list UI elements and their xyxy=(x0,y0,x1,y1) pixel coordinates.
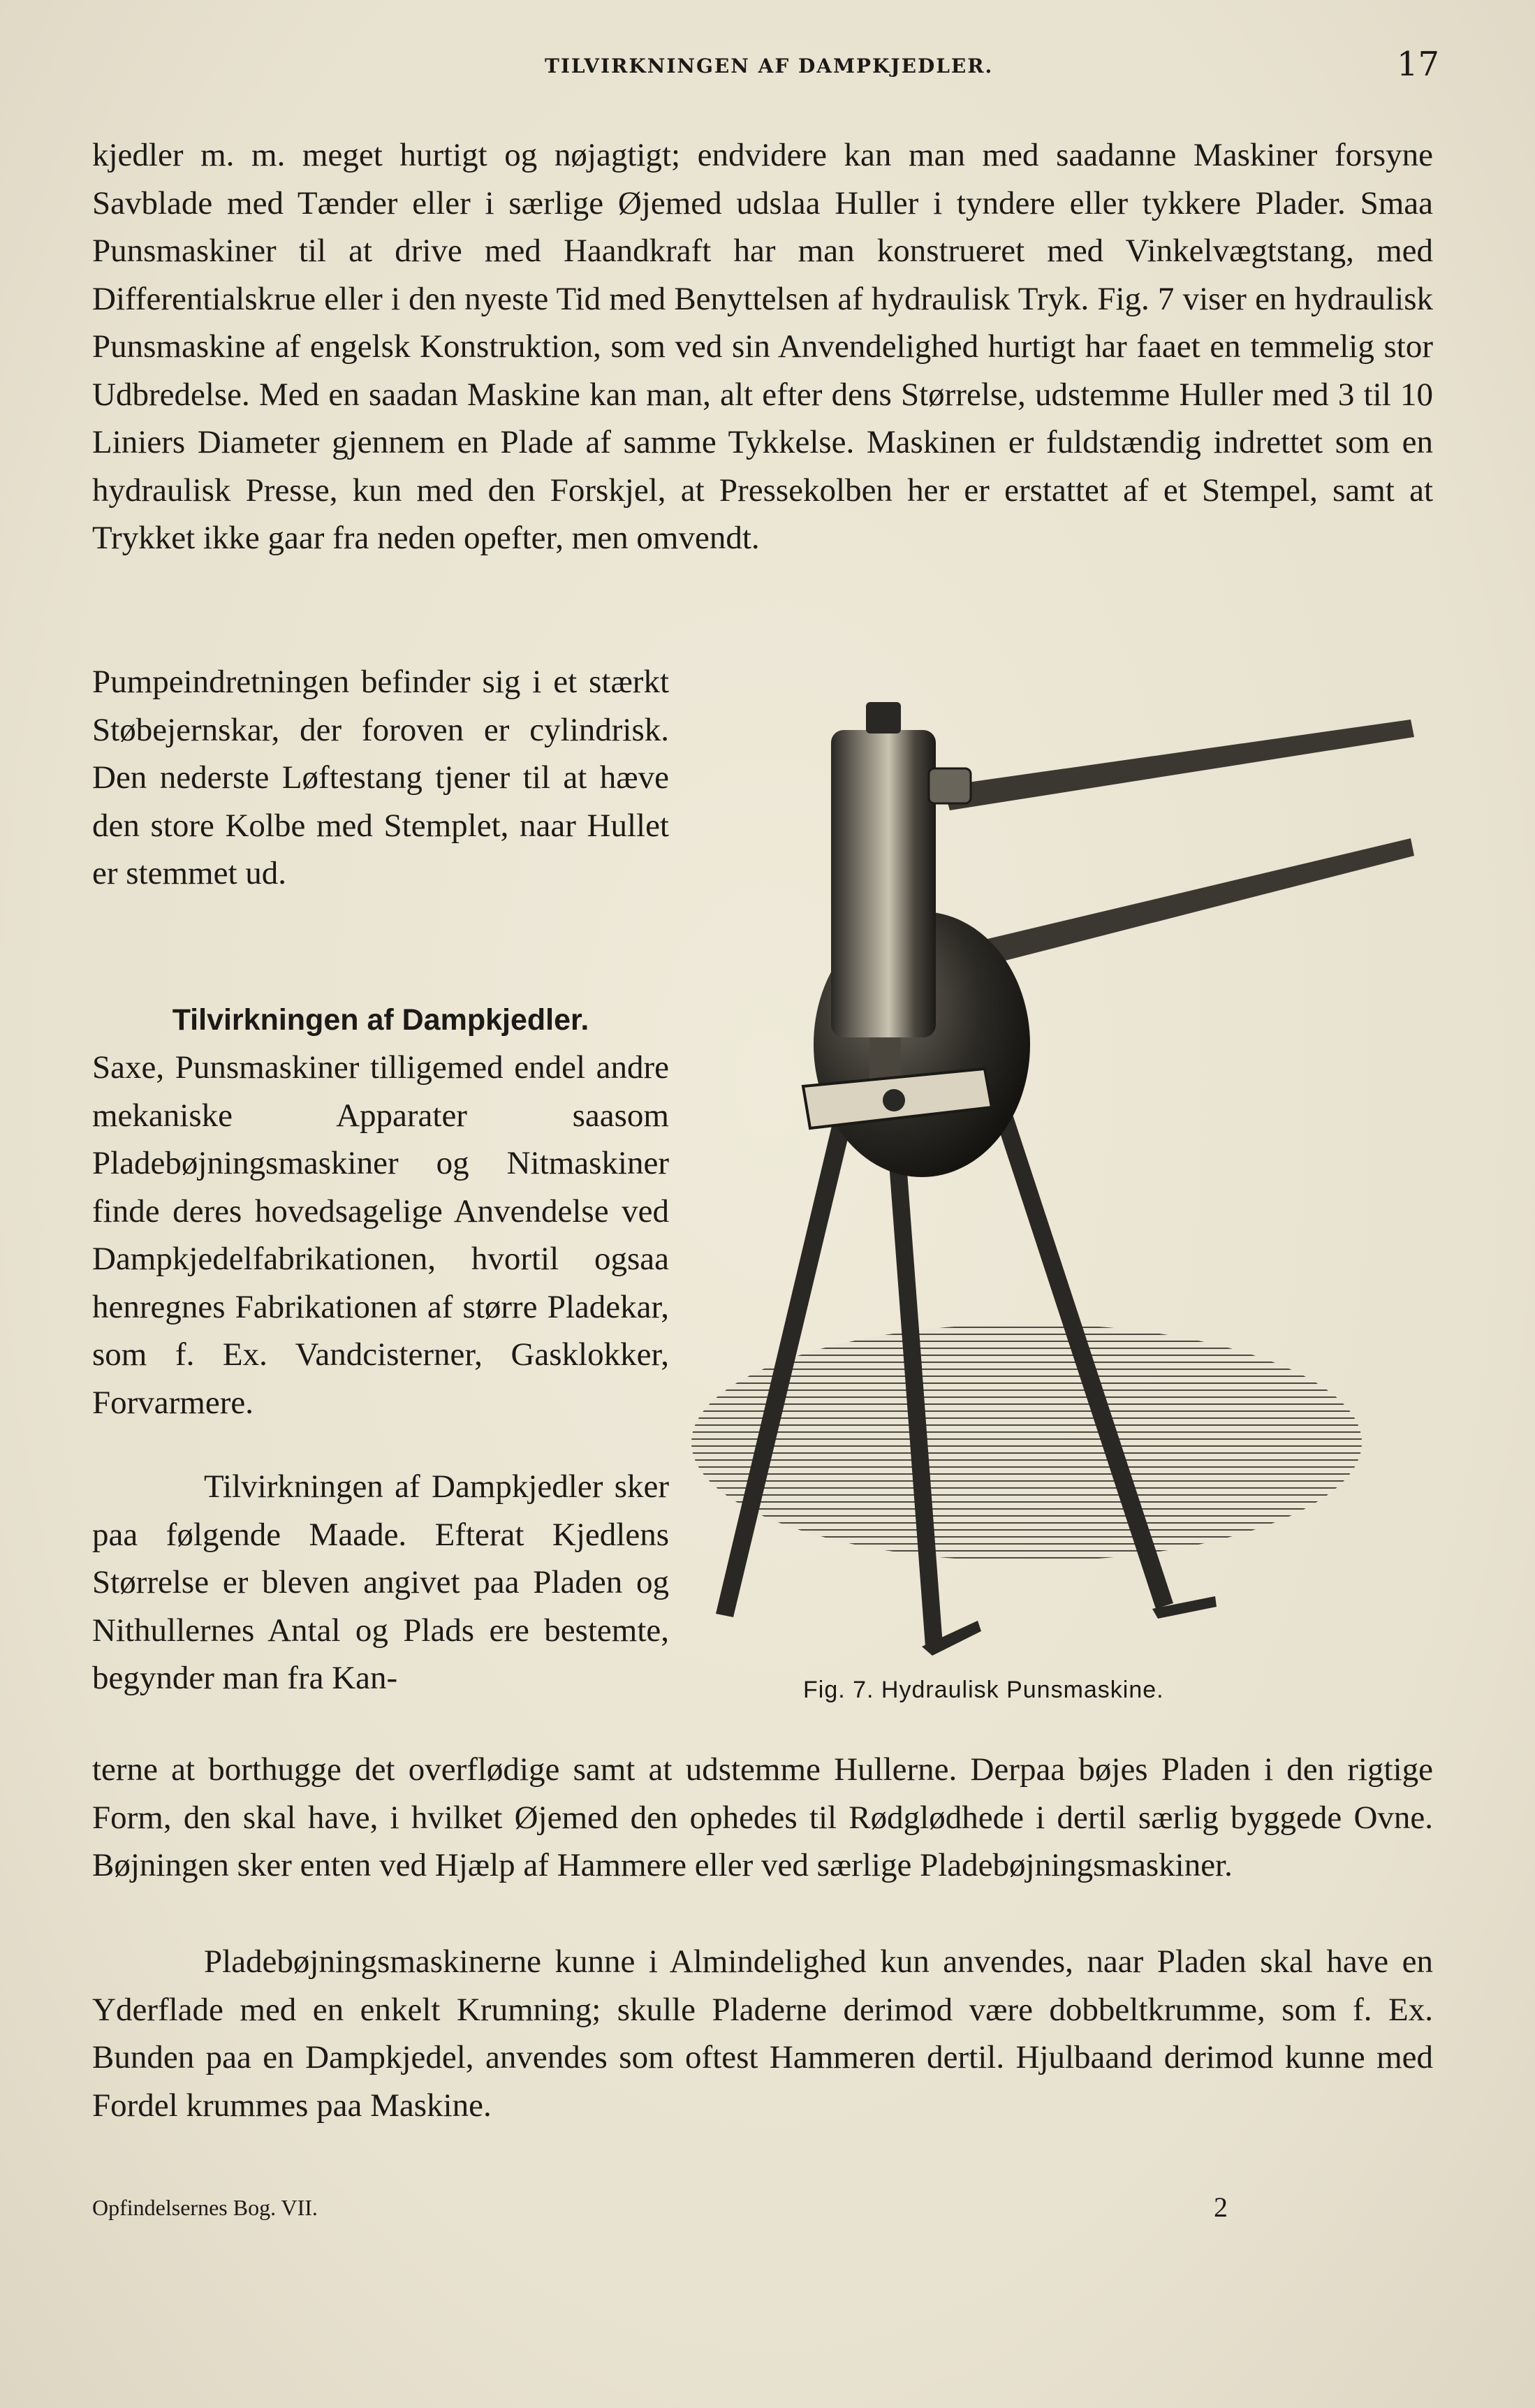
footer-signature: 2 xyxy=(1214,2191,1228,2223)
cylinder xyxy=(831,730,936,1037)
cylinder-cap xyxy=(866,702,901,734)
paragraph-manufacture-start: Tilvirkningen af Dampkjedler sker paa følgende Maade. Efterat Kjedlens Størrelse er bleven angivet paa Pladen og Nithullernes Antal og Plads ere bestemte, begynder man fra Kan- xyxy=(92,1468,669,1696)
paragraph-bending-machines: Pladebøjningsmaskinerne kunne i Almindelighed kun anvendes, naar Pladen skal have en Yderflade med en enkelt Krumning; skulle Pladerne derimod være dobbeltkrumme, som f. Ex. Bunden paa en Dampkjedel, anvendes som oftest Hammeren dertil. Hjulbaand derimod kunne med Fordel krummes paa Maskine. xyxy=(92,1943,1433,2124)
footer-book-title: Opfindelsernes Bog. VII. xyxy=(92,2195,318,2220)
paragraph-manufacture-cont: terne at borthugge det overflødige samt at udstemme Hullerne. Derpaa bøjes Pladen i den rigtige Form, den skal have, i hvilket Øjemed den ophedes til Rødglødhede i dertil særlig byggede Ovne. Bøjningen sker enten ved Hjælp af Hammere eller ved særlige Pladebøjningsmaskiner. xyxy=(92,1751,1433,1883)
running-header: TILVIRKNINGEN AF DAMPKJEDLER. xyxy=(545,54,994,78)
die-hole xyxy=(883,1089,905,1111)
paragraph-intro: kjedler m. m. meget hurtigt og nøjagtigt; endvidere kan man med saadanne Maskiner forsyne Savblade med Tænder eller i særlige Øjemed udslaa Huller i tyndere eller tykkere Plader. Smaa Punsmaskiner til at drive med Haandkraft har man konstrueret med Vinkelvægtstang, med Differentialskrue eller i den nyeste Tid med Benyttelsen af hydraulisk Tryk. Fig. 7 viser en hydraulisk Punsmaskine af engelsk Konstruktion, som ved sin Anvendelighed hurtigt har faaet en temmelig stor Udbredelse. Med en saadan Maskine kan man, alt efter dens Størrelse, udstemme Huller med 3 til 10 Liniers Diameter gjennem en Plade af samme Tykkelse. Maskinen er fuldstændig indrettet som en hydraulisk Presse, kun med den Forskjel, at Pressekolben her er erstattet af et Stempel, samt at Trykket ikke gaar fra neden opefter, men omvendt. xyxy=(92,137,1433,556)
figure-hydraulic-punch xyxy=(691,688,1425,1659)
paragraph-pump-description: Pumpeindretningen befinder sig i et stærkt Støbejernskar, der foroven er cylindrisk. Den nederste Løftestang tjener til at hæve den store Kolbe med Stemplet, naar Hullet er stemmet ud. xyxy=(92,664,669,891)
page-number: 17 xyxy=(1397,45,1440,84)
paragraph-machines: Saxe, Punsmaskiner tilligemed endel andre mekaniske Apparater saasom Pladebøjningsmaskiner og Nitmaskiner finde deres hovedsagelige Anvendelse ved Dampkjedelfabrikationen, hvortil ogsaa henregnes Fabrikationen af større Pladekar, som f. Ex. Vandcisterner, Gasklokker, Forvarmere. xyxy=(92,1049,669,1421)
section-heading: Tilvirkningen af Dampkjedler. xyxy=(172,1003,589,1037)
punch-machine-illustration xyxy=(691,688,1425,1659)
lower-lever xyxy=(985,838,1414,964)
figure-caption: Fig. 7. Hydraulisk Punsmaskine. xyxy=(803,1677,1164,1703)
upper-lever xyxy=(943,720,1414,810)
lever-pivot xyxy=(929,768,971,803)
